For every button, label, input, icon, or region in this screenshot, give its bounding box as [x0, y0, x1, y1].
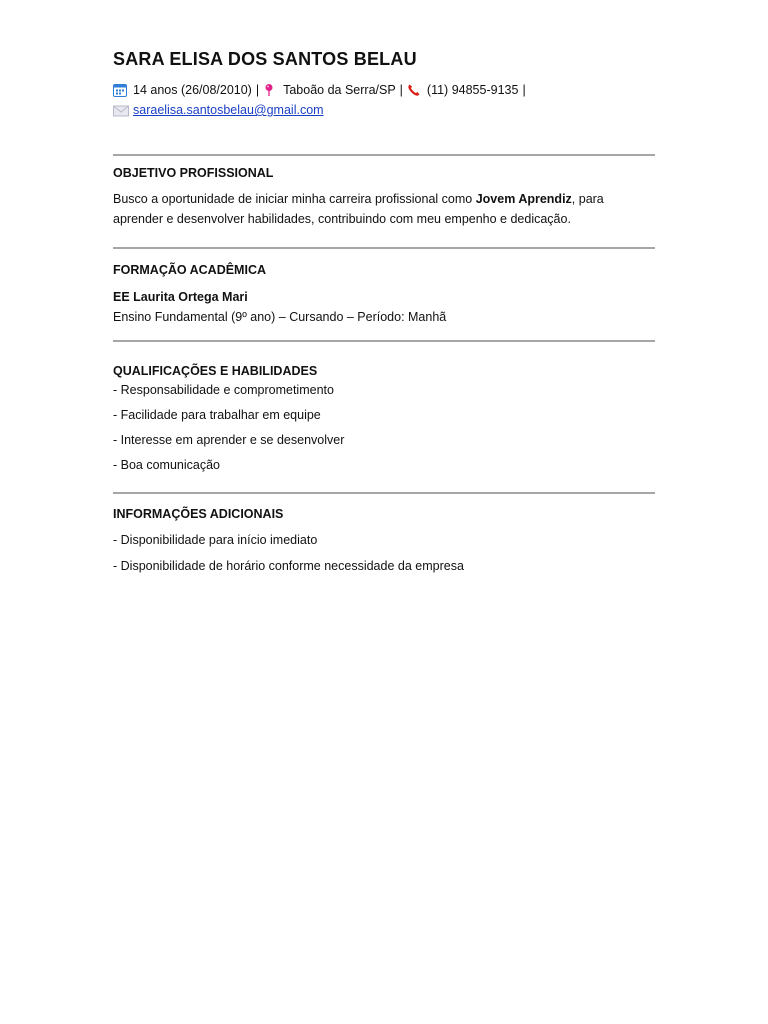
objective-text-highlight: Jovem Aprendiz: [475, 192, 572, 206]
envelope-icon: [113, 103, 127, 117]
education-detail: Ensino Fundamental (9º ano) – Cursando – Período: Manhã: [113, 310, 447, 324]
resume-content: [113, 46, 655, 576]
contact-line-2: [113, 100, 655, 120]
list-item: - Interesse em aprender e se desenvolver: [113, 433, 345, 447]
list-item: - Boa comunicação: [113, 458, 221, 472]
phone-icon: [407, 83, 421, 97]
separator: |: [399, 83, 403, 97]
objective-text-start: Busco a oportunidade de iniciar minha carreira profissional como: [113, 192, 476, 206]
objective-title: OBJETIVO PROFISSIONAL: [113, 166, 274, 180]
education-school: EE Laurita Ortega Mari: [113, 290, 248, 304]
qualifications-title: QUALIFICAÇÕES E HABILIDADES: [113, 364, 318, 378]
section-divider: [113, 154, 655, 156]
contact-line-1: [113, 80, 655, 100]
section-divider: [113, 492, 655, 494]
additional-info-list: [113, 530, 655, 576]
education-title: FORMAÇÃO ACADÊMICA: [113, 263, 266, 277]
calendar-icon: [113, 83, 127, 97]
separator: |: [255, 83, 260, 97]
objective-text-end: , para aprender e desenvolver habilidades, contribuindo com meu empenho e dedicação.: [113, 192, 604, 226]
objective-text: [113, 189, 655, 229]
list-item: - Disponibilidade para início imediato: [113, 533, 318, 547]
list-item: - Responsabilidade e comprometimento: [113, 383, 334, 397]
section-divider: [113, 247, 655, 249]
separator: |: [522, 83, 526, 97]
phone-text: (11) 94855-9135: [426, 83, 519, 97]
list-item: - Disponibilidade de horário conforme necessidade da empresa: [113, 559, 464, 573]
section-divider: [113, 340, 655, 342]
location-text: Taboão da Serra/SP: [283, 83, 396, 97]
candidate-name: SARA ELISA DOS SANTOS BELAU: [113, 49, 417, 69]
age-text: 14 anos (26/08/2010): [133, 83, 252, 97]
list-item: - Facilidade para trabalhar em equipe: [113, 408, 321, 422]
additional-info-title: INFORMAÇÕES ADICIONAIS: [113, 507, 284, 521]
email-link[interactable]: saraelisa.santosbelau@gmail.com: [133, 103, 324, 117]
qualifications-list: [113, 380, 655, 475]
map-pin-icon: [263, 83, 277, 97]
